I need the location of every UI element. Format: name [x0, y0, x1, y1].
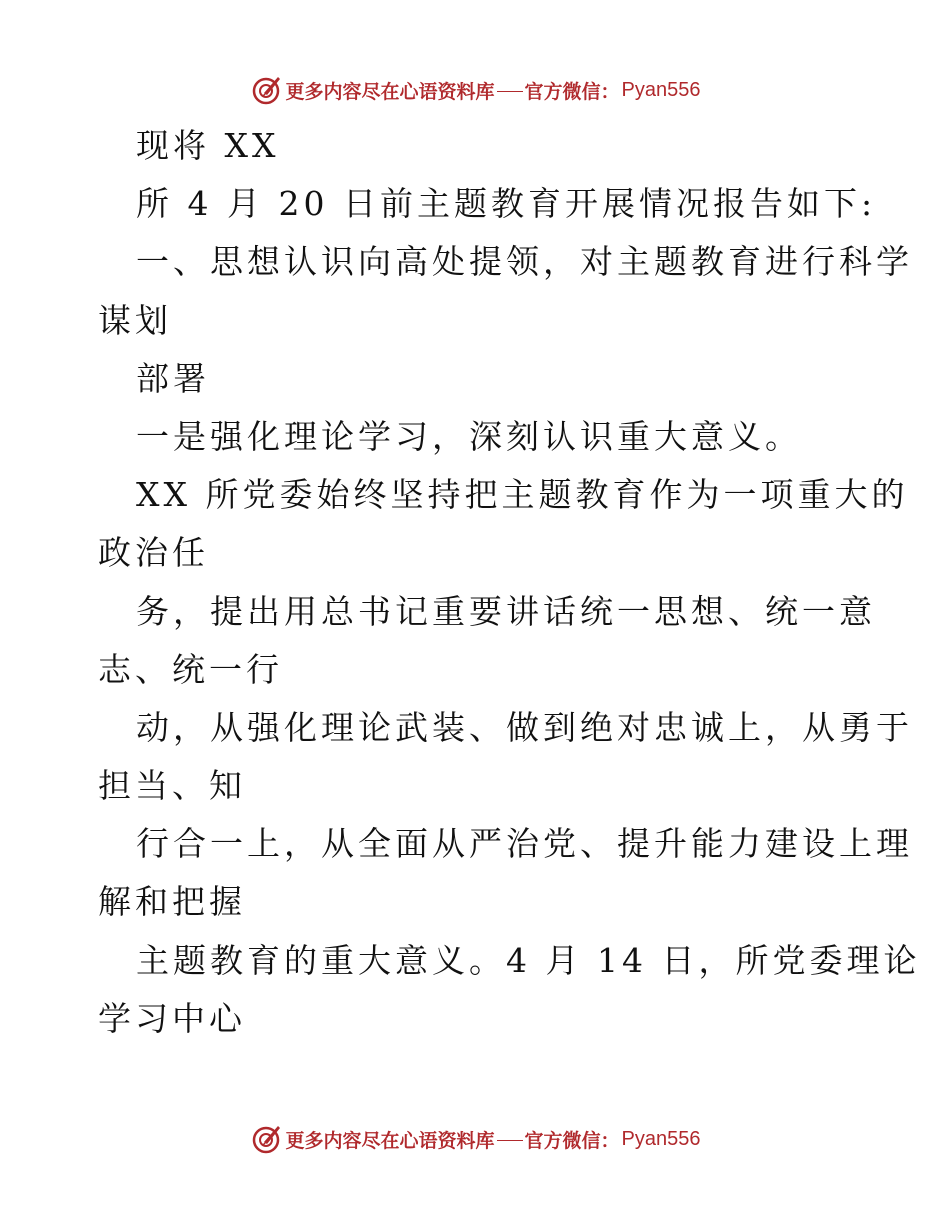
text-line: 一、思想认识向高处提领，对主题教育进行科学 — [136, 242, 913, 282]
text-line: 一是强化理论学习，深刻认识重大意义。 — [136, 416, 802, 456]
text-line: 现将 XX — [136, 126, 280, 165]
text-line: 务，提出用总书记重要讲话统一思想、统一意 — [136, 591, 876, 631]
watermark-suffix-text: 官方微信： — [524, 80, 620, 103]
watermark-account: Pyan556 — [621, 1127, 701, 1150]
text-line: 志、统一行 — [98, 649, 283, 689]
watermark-main-text: 更多内容尽在心语资料库 — [285, 1129, 495, 1152]
watermark-account: Pyan556 — [621, 78, 701, 101]
text-line: 动，从强化理论武装、做到绝对忠诚上，从勇于 — [136, 707, 913, 747]
text-line: 谋划 — [98, 300, 172, 340]
quill-pen-logo-icon — [250, 74, 282, 106]
text-line: 担当、知 — [98, 766, 246, 806]
text-line: 行合一上，从全面从严治党、提升能力建设上理 — [136, 824, 913, 864]
text-line: 政治任 — [98, 533, 209, 573]
text-line: XX 所党委始终坚持把主题教育作为一项重大的 — [136, 475, 909, 515]
text-line: 部署 — [136, 358, 210, 398]
quill-pen-logo-icon — [250, 1123, 282, 1155]
watermark-suffix-text: 官方微信： — [524, 1129, 620, 1152]
footer-watermark — [0, 1119, 950, 1159]
watermark-main-text: 更多内容尽在心语资料库 — [285, 80, 495, 103]
text-line: 所 4 月 20 日前主题教育开展情况报告如下: — [136, 184, 877, 224]
watermark-dash — [497, 1140, 523, 1141]
text-line: 解和把握 — [98, 882, 246, 922]
watermark-dash — [497, 91, 523, 92]
text-line: 学习中心 — [98, 998, 246, 1038]
document-body — [98, 117, 921, 1048]
header-watermark — [0, 70, 950, 110]
text-line: 主题教育的重大意义。4 月 14 日，所党委理论 — [136, 940, 921, 980]
